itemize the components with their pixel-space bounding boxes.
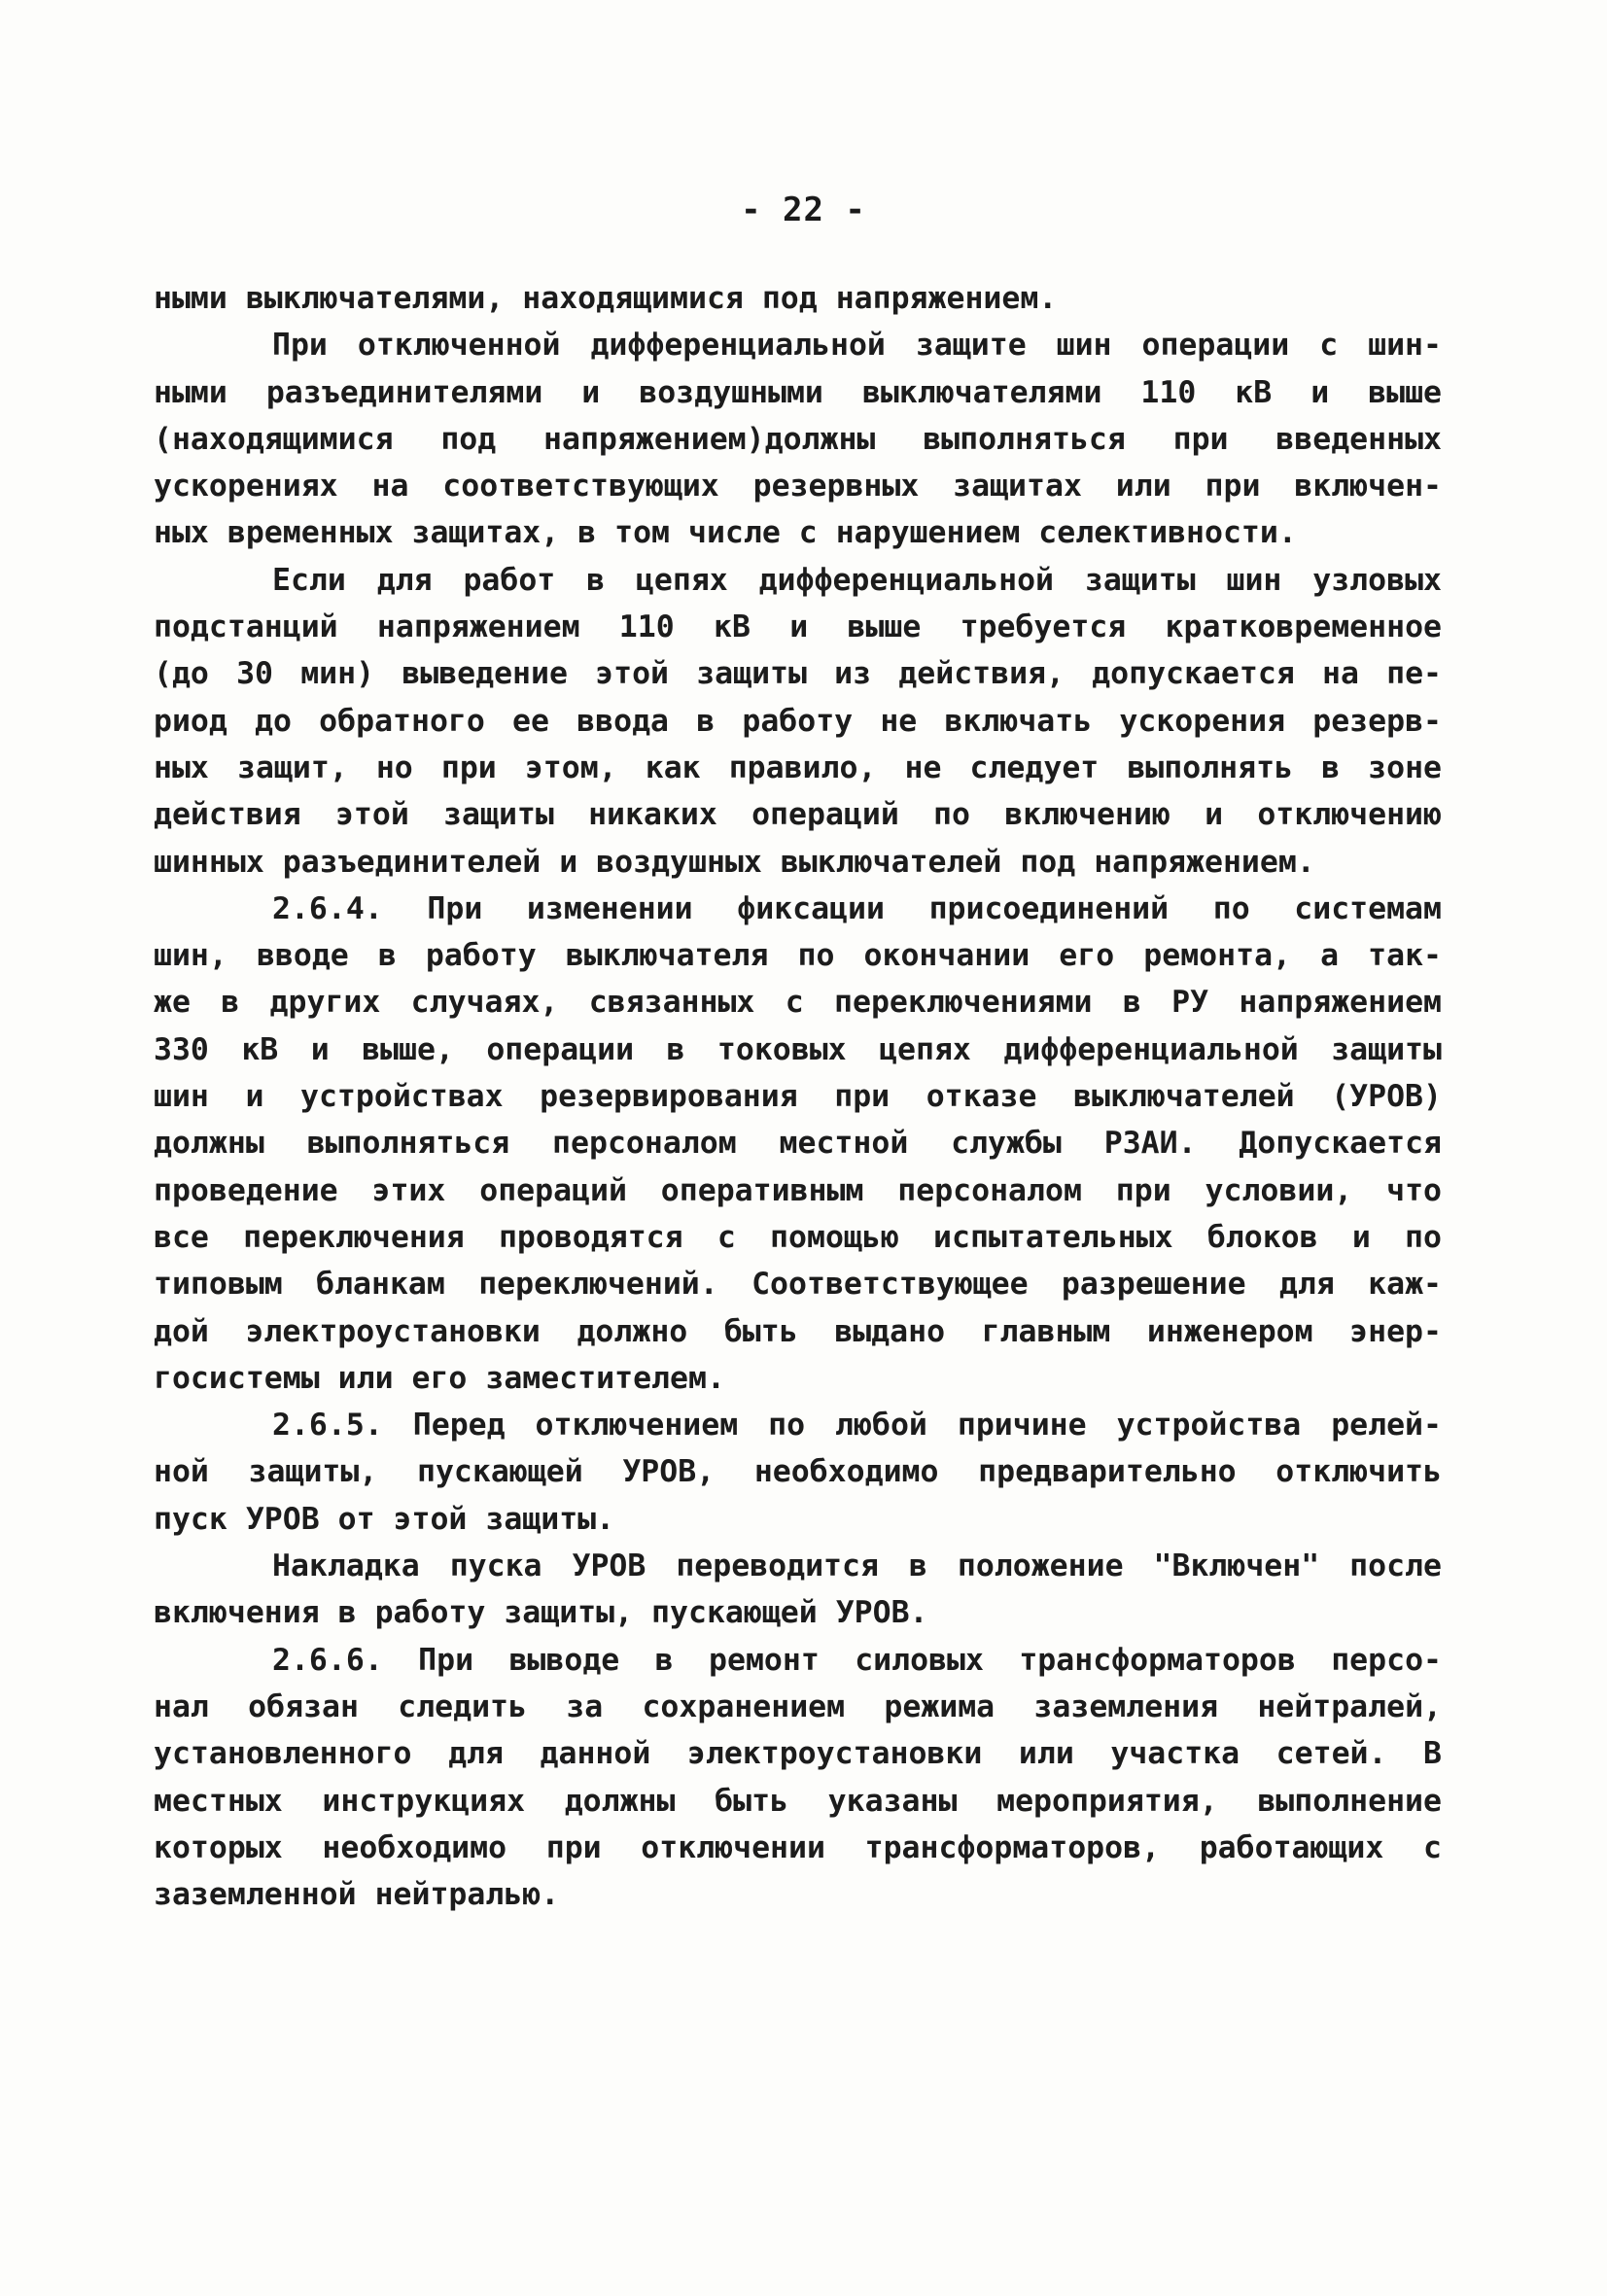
text-line: действия этой защиты никаких операций по включению и отключению	[154, 797, 1442, 833]
text-line: местных инструкциях должны быть указаны мероприятия, выполнение	[154, 1783, 1442, 1819]
text-line: типовым бланкам переключений. Соответствующее разрешение для каж-	[154, 1267, 1442, 1303]
text-line: При отключенной дифференциальной защите шин операции с шин-	[272, 328, 1442, 364]
text-line: 2.6.6. При выводе в ремонт силовых трансформаторов персо-	[272, 1642, 1442, 1678]
text-line: 330 кВ и выше, операции в токовых цепях дифференциальной защиты	[154, 1031, 1442, 1067]
paragraph	[154, 1543, 1442, 1637]
text-line: (находящимися под напряжением)должны выполняться при введенных	[154, 421, 1442, 457]
text-line: установленного для данной электроустановки или участка сетей. В	[154, 1736, 1442, 1772]
text-line: 2.6.4. При изменении фиксации присоединений по системам	[272, 890, 1442, 926]
text-line: которых необходимо при отключении трансформаторов, работающих с	[154, 1829, 1442, 1865]
text-line: ных защит, но при этом, как правило, не следует выполнять в зоне	[154, 749, 1442, 785]
paragraph	[154, 557, 1442, 886]
text-line: Накладка пуска УРОВ переводится в положение "Включен" после	[272, 1548, 1442, 1584]
text-line: дой электроустановки должно быть выдано главным инженером энер-	[154, 1313, 1442, 1349]
text-line: включения в работу защиты, пускающей УРОВ.	[154, 1595, 928, 1631]
page-number: - 22 -	[741, 191, 866, 229]
text-line: ных временных защитах, в том числе с нарушением селективности.	[154, 515, 1297, 551]
text-line: должны выполняться персоналом местной службы РЗАИ. Допускается	[154, 1126, 1442, 1162]
document-body	[154, 275, 1442, 1918]
text-line: ными разъединителями и воздушными выключателями 110 кВ и выше	[154, 374, 1442, 410]
text-line: госистемы или его заместителем.	[154, 1360, 725, 1396]
text-line: Если для работ в цепях дифференциальной защиты шин узловых	[272, 562, 1442, 598]
text-line: 2.6.5. Перед отключением по любой причине устройства релей-	[272, 1408, 1442, 1444]
paragraph	[154, 886, 1442, 1402]
text-line: нал обязан следить за сохранением режима заземления нейтралей,	[154, 1688, 1442, 1724]
text-line: ной защиты, пускающей УРОВ, необходимо предварительно отключить	[154, 1454, 1442, 1490]
text-line: подстанций напряжением 110 кВ и выше требуется кратковременное	[154, 609, 1442, 645]
text-line: шинных разъединителей и воздушных выключателей под напряжением.	[154, 844, 1315, 880]
paragraph	[154, 275, 1442, 322]
text-line: шин, вводе в работу выключателя по окончании его ремонта, а так-	[154, 938, 1442, 974]
text-line: заземленной нейтралью.	[154, 1877, 560, 1913]
text-line: проведение этих операций оперативным персоналом при условии, что	[154, 1172, 1442, 1208]
text-line: (до 30 мин) выведение этой защиты из действия, допускается на пе-	[154, 656, 1442, 692]
text-line: ускорениях на соответствующих резервных защитах или при включен-	[154, 469, 1442, 504]
text-line: риод до обратного ее ввода в работу не включать ускорения резерв-	[154, 703, 1442, 739]
text-line: ными выключателями, находящимися под напряжением.	[154, 281, 1058, 316]
paragraph	[154, 1637, 1442, 1919]
paragraph	[154, 1402, 1442, 1543]
text-line: же в других случаях, связанных с переключениями в РУ напряжением	[154, 985, 1442, 1021]
text-line: все переключения проводятся с помощью испытательных блоков и по	[154, 1219, 1442, 1255]
text-line: шин и устройствах резервирования при отказе выключателей (УРОВ)	[154, 1079, 1442, 1115]
text-line: пуск УРОВ от этой защиты.	[154, 1501, 615, 1537]
paragraph	[154, 322, 1442, 556]
